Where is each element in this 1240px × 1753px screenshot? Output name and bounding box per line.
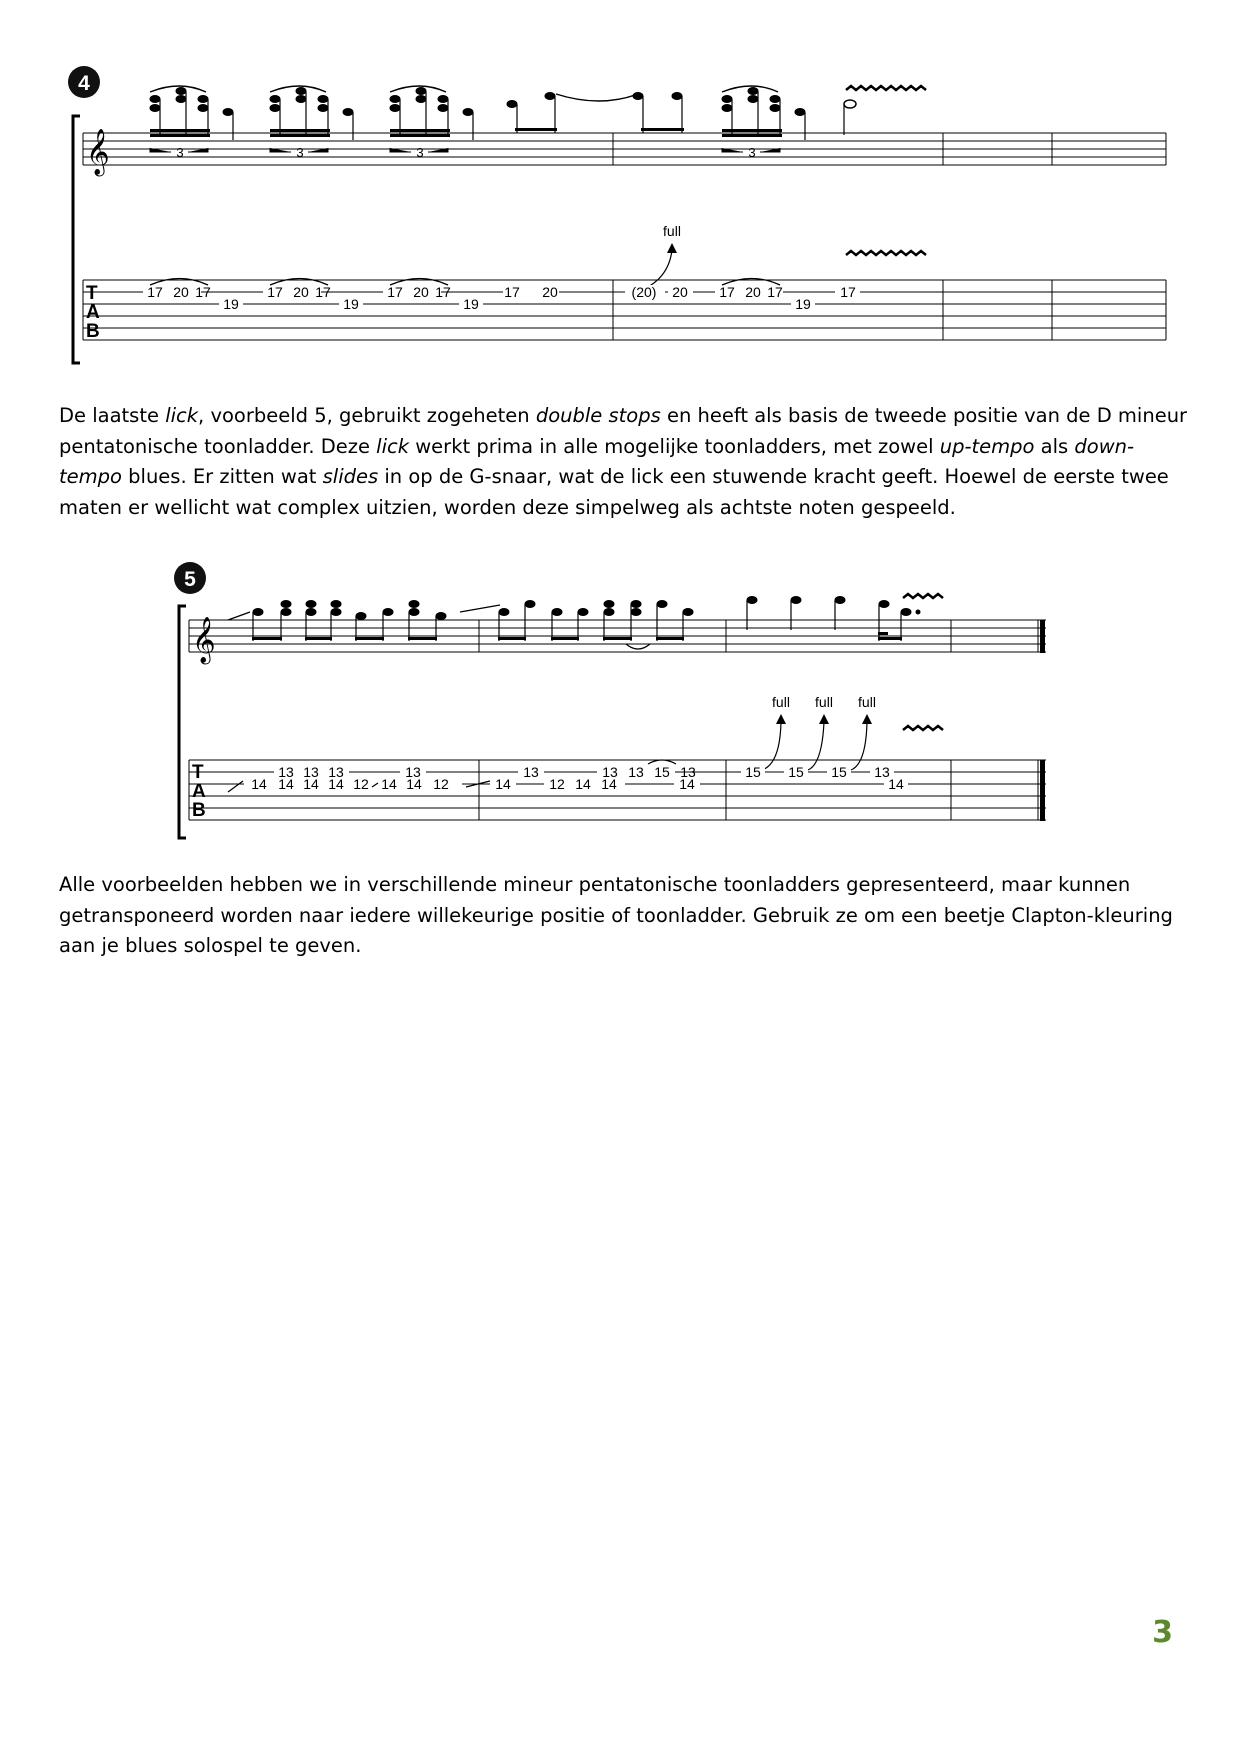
tab-number: 20	[173, 284, 189, 300]
tab-number: 14	[601, 776, 617, 792]
page-number: 3	[1152, 1615, 1173, 1650]
bend-arrow-icon	[762, 722, 867, 770]
system-bracket	[179, 606, 186, 838]
tab-number: 20	[293, 284, 309, 300]
tab-number: 19	[795, 296, 811, 312]
tab-number: 13	[303, 764, 319, 780]
tab-number: 14	[406, 776, 422, 792]
tab-number: 14	[495, 776, 511, 792]
tab-number: (20)	[631, 284, 657, 300]
text-run: in op de G-snaar, wat de lick een stuwende kracht geeft. Hoewel de eerste twee maten er wellicht wat complex uitzien, worden deze simpelweg als achtste noten gespeeld.	[59, 465, 1169, 519]
tuplet-label: 3	[416, 145, 424, 160]
paragraph-closing: Alle voorbeelden hebben we in verschillende mineur pentatonische toonladders gepresenteerd, maar kunnen getransponeerd worden naar iedere willekeurige positie of toonladder. Gebruik ze om een beetje Clapton-kleuring aan je blues solospel te geven.	[59, 873, 1173, 957]
tab-number: 14	[575, 776, 591, 792]
tab-number: 19	[463, 296, 479, 312]
tuplet-label: 3	[296, 145, 304, 160]
tab-clef-letter: T	[86, 283, 98, 304]
tab-number: 19	[343, 296, 359, 312]
tab-number: 14	[888, 776, 904, 792]
tab-number: 12	[549, 776, 565, 792]
tab-number: 13	[874, 764, 890, 780]
bend-label: full	[815, 694, 833, 710]
tab-number: 15	[831, 764, 847, 780]
tab-clef-letter: A	[192, 781, 206, 802]
italic-term: up-tempo	[939, 434, 1035, 458]
example-4-tab-staff	[83, 280, 1166, 340]
bend-label: full	[772, 694, 790, 710]
paragraph-intro-example-5	[59, 401, 1189, 523]
tab-number: 15	[654, 764, 670, 780]
vibrato-icon	[846, 251, 926, 255]
tab-number: 17	[840, 284, 856, 300]
tab-number: 13	[680, 764, 696, 780]
tuplet-labels	[150, 145, 780, 160]
example-5-notation	[0, 550, 1240, 850]
tab-clef-letter: A	[86, 302, 100, 323]
tab-number: 17	[267, 284, 283, 300]
italic-term: lick	[165, 404, 199, 427]
text-run: De laatste	[59, 404, 166, 427]
tab-number: 13	[628, 764, 644, 780]
tab-number: 14	[303, 776, 319, 792]
text-run: , voorbeeld 5, gebruikt zogeheten	[198, 404, 536, 427]
example-5-tab-numbers	[244, 764, 908, 792]
tab-clef-letter: B	[192, 800, 206, 821]
text-run: en heeft als basis de tweede positie van de D mineur pentatonische toonladder. Deze	[59, 404, 1188, 458]
example-4-staff	[83, 133, 1166, 165]
italic-term: down-tempo	[59, 434, 1135, 488]
tab-number: 12	[433, 776, 449, 792]
tab-number: 13	[278, 764, 294, 780]
tab-number: 20	[672, 284, 688, 300]
tab-number: 17	[719, 284, 735, 300]
bend-labels	[772, 694, 876, 710]
text-run: werkt prima in alle mogelijke toonladders, met zowel	[409, 434, 940, 458]
tab-number: 14	[679, 776, 695, 792]
example-4-notes	[150, 86, 926, 140]
tab-number: 19	[223, 296, 239, 312]
tab-number: 20	[542, 284, 558, 300]
italic-term: double stops	[535, 404, 661, 427]
tuplet-label: 3	[748, 145, 756, 160]
tab-number: 14	[328, 776, 344, 792]
tab-number: 17	[767, 284, 783, 300]
tab-number: 14	[251, 776, 267, 792]
tab-number: 17	[315, 284, 331, 300]
bend-label: full	[663, 223, 681, 239]
tab-number: 13	[602, 764, 618, 780]
tab-number: 17	[195, 284, 211, 300]
tab-number: 17	[504, 284, 520, 300]
tab-number: 13	[405, 764, 421, 780]
italic-term: lick	[376, 434, 410, 458]
system-bracket	[73, 116, 80, 363]
tab-number: 20	[413, 284, 429, 300]
example-5-badge	[174, 562, 206, 594]
tab-number: 17	[147, 284, 163, 300]
tab-clef-letter: T	[192, 762, 204, 783]
tab-number: 14	[381, 776, 397, 792]
treble-clef-icon: 𝄞	[192, 618, 216, 662]
tuplet-label: 3	[176, 145, 184, 160]
example-5-number: 5	[184, 568, 196, 591]
vibrato-icon	[903, 726, 943, 730]
example-5-staff	[189, 620, 1046, 652]
tab-number: 13	[328, 764, 344, 780]
example-4-number: 4	[78, 72, 90, 95]
tab-clef-letter: B	[86, 321, 100, 342]
text-run: blues. Er zitten wat	[121, 465, 323, 488]
example-4-badge	[68, 66, 100, 98]
example-5-notes	[228, 594, 943, 649]
tab-clef	[192, 762, 206, 821]
example-4-notation	[0, 0, 1240, 380]
tab-number: 17	[435, 284, 451, 300]
example-4-tab-numbers	[143, 284, 860, 312]
tab-number: 15	[788, 764, 804, 780]
tab-number: 17	[387, 284, 403, 300]
bend-label: full	[858, 694, 876, 710]
tab-number: 15	[745, 764, 761, 780]
text-run: als	[1034, 434, 1075, 458]
tab-number: 20	[745, 284, 761, 300]
tab-number: 14	[278, 776, 294, 792]
tab-number: 13	[523, 764, 539, 780]
italic-term: slides	[322, 465, 379, 488]
treble-clef-icon: 𝄞	[86, 130, 110, 174]
tab-number: 12	[353, 776, 369, 792]
